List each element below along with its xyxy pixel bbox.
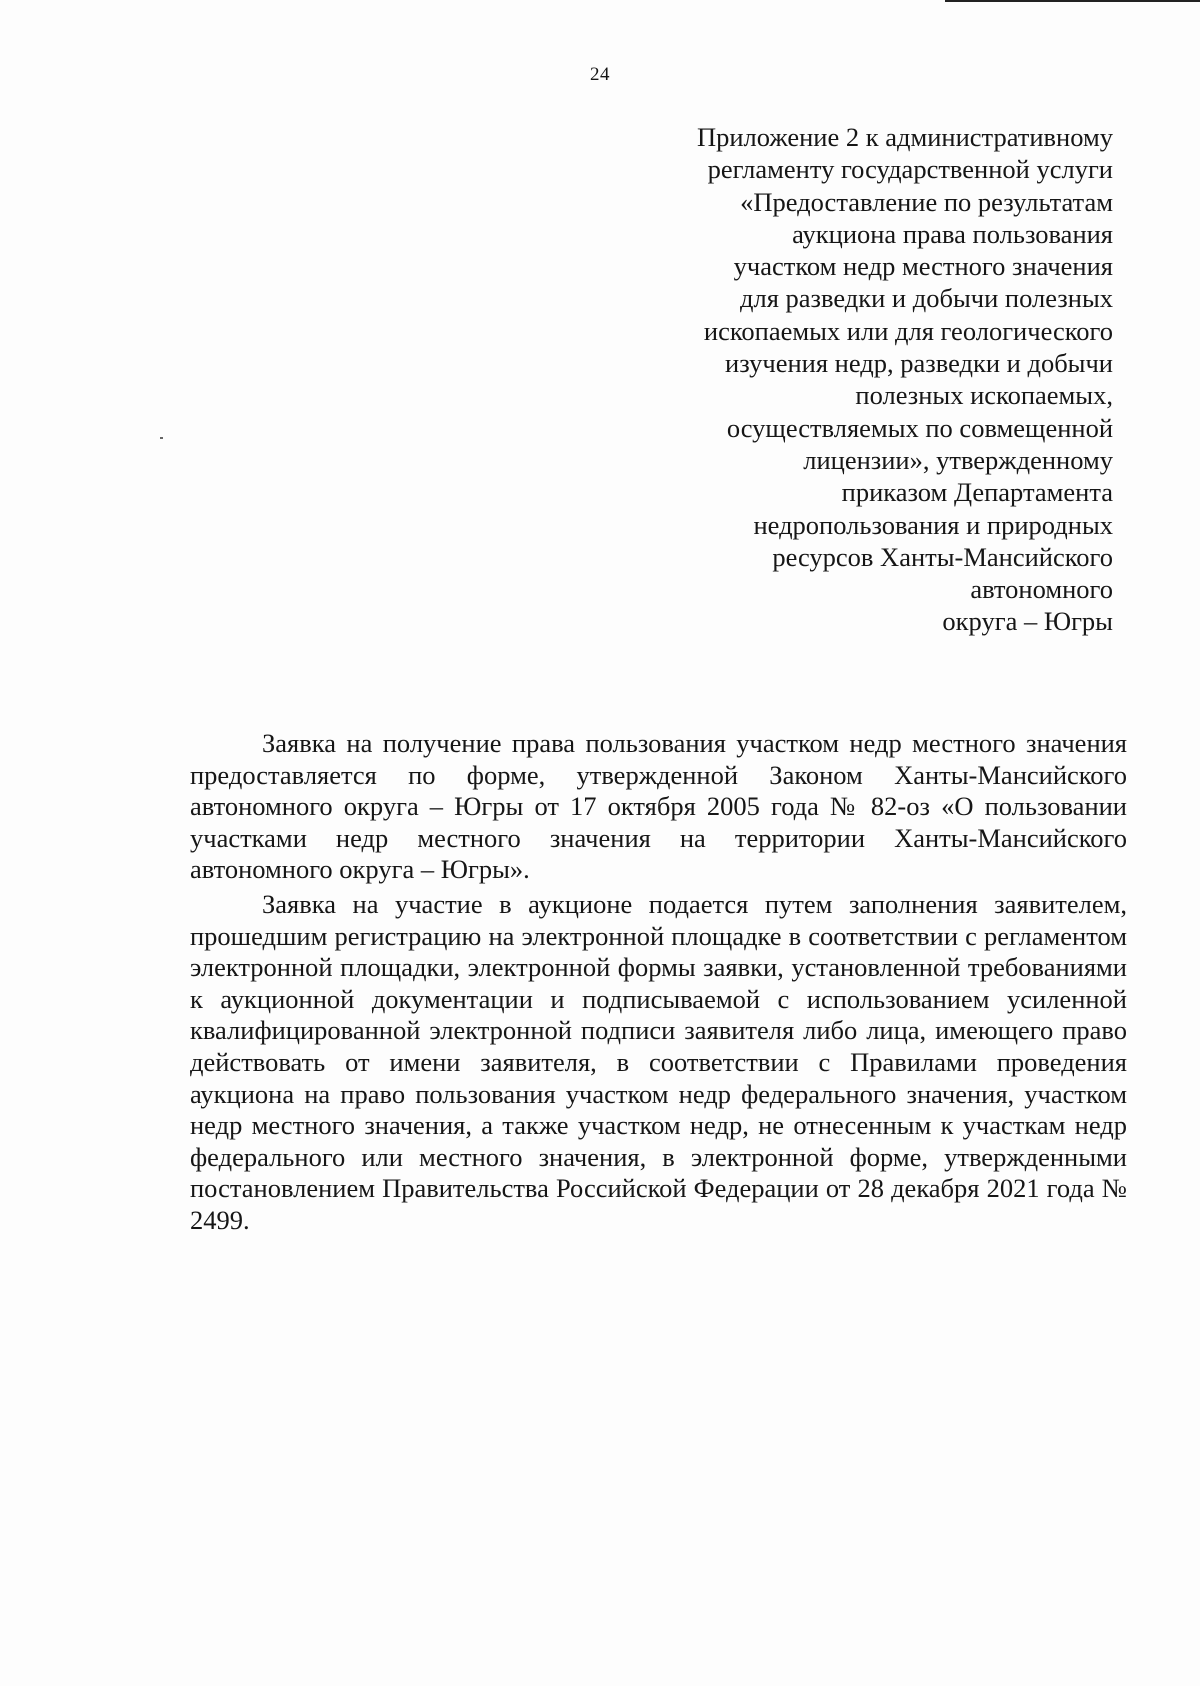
paragraph-application-form: Заявка на получение права пользования участком недр местного значения предоставляется по форме, утвержденной Законом Ханты-Мансийского автономного округа – Югры от 17 октября 2005 года № 82-оз «О пользовании участками недр местного значения на территории Ханты-Мансийского автономного округа – Югры».	[190, 728, 1127, 885]
appendix-line: недропользования и природных	[753, 509, 1113, 540]
appendix-line: участком недр местного значения	[733, 251, 1113, 282]
appendix-line: изучения недр, разведки и добычи	[725, 348, 1113, 379]
appendix-line: округа – Югры	[942, 606, 1113, 637]
page-number: 24	[590, 64, 610, 85]
paragraph-auction-application: Заявка на участие в аукционе подается путем заполнения заявителем, прошедшим регистрацию на электронной площадке в соответствии с регламентом электронной площадки, электронной формы заявки, установленной требованиями к аукционной документации и подписываемой с использованием усиленной квалифицированной электронной подписи заявителя либо лица, имеющего право действовать от имени заявителя, в соответствии с Правилами проведения аукциона на право пользования участком недр федерального значения, участком недр местного значения, а также участком недр, не отнесенным к участкам недр федерального или местного значения, в электронной форме, утвержденными постановлением Правительства Российской Федерации от 28 декабря 2021 года № 2499.	[190, 888, 1127, 1235]
appendix-line: автономного	[970, 574, 1113, 605]
appendix-line: осуществляемых по совмещенной	[726, 412, 1113, 443]
appendix-line: «Предоставление по результатам	[740, 186, 1113, 217]
body-text	[190, 728, 1127, 1240]
appendix-header	[593, 121, 1113, 638]
appendix-line: лицензии», утвержденному	[803, 444, 1113, 475]
appendix-line: для разведки и добычи полезных	[740, 283, 1113, 314]
appendix-line: приказом Департамента	[841, 477, 1113, 508]
scan-artifact-dot	[160, 437, 163, 439]
appendix-line: Приложение 2 к административному	[696, 122, 1113, 152]
appendix-line: ресурсов Ханты-Мансийского	[772, 541, 1113, 572]
appendix-line: регламенту государственной услуги	[707, 154, 1113, 185]
appendix-line: аукциона права пользования	[792, 218, 1113, 249]
top-border-line	[945, 0, 1200, 2]
appendix-line: полезных ископаемых,	[855, 380, 1113, 411]
appendix-line: ископаемых или для геологического	[703, 315, 1113, 346]
